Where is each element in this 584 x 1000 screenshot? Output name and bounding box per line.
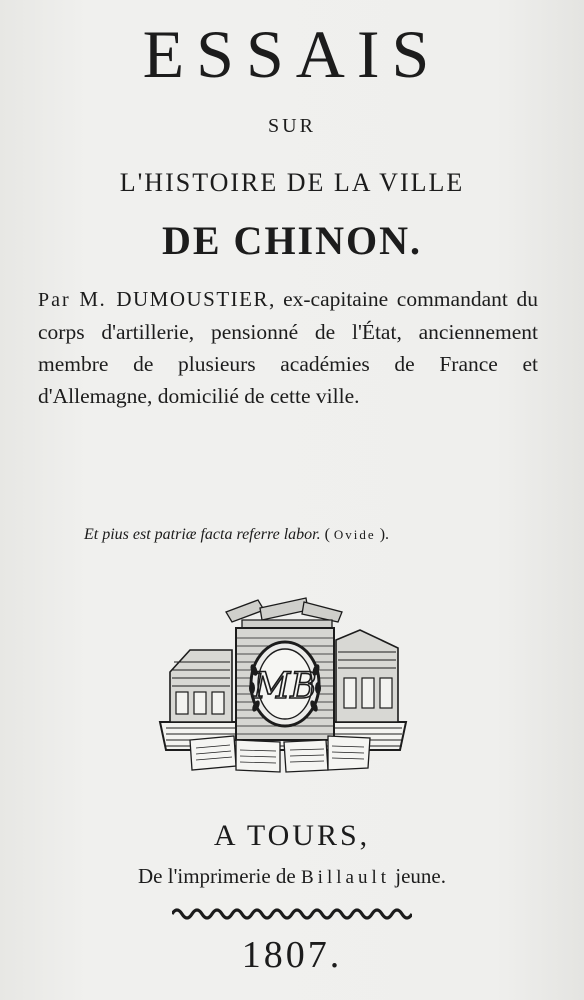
- imprint-city: A TOURS,: [213, 819, 371, 852]
- epigraph-quote: Et pius est patriæ facta referre labor.: [84, 526, 321, 543]
- author-lead: Par: [38, 289, 71, 311]
- imprint-suffix: jeune.: [390, 864, 446, 888]
- imprint-printer-name: Billault: [301, 867, 390, 888]
- title-preposition: SUR: [268, 115, 316, 137]
- epigraph-poet: Ovide: [333, 527, 376, 542]
- book-title: ESSAIS: [142, 16, 442, 92]
- book-place-name: DE CHINON.: [161, 218, 423, 263]
- printer-device-vignette-icon: [156, 590, 410, 782]
- imprint-printer-line: [0, 862, 584, 892]
- epigraph-open-paren: (: [320, 526, 334, 543]
- vignette-monogram: MB: [253, 666, 317, 707]
- author-description: , ex-capitaine commandant du corps d'artillerie, pensionné de l'État, anciennement membre de plusieurs académies de France et d'Allemagne, domicilié de cette ville.: [38, 287, 539, 408]
- epigraph: [84, 524, 544, 546]
- imprint-prefix: De l'imprimerie de: [138, 864, 301, 888]
- publication-year: 1807.: [241, 934, 343, 976]
- author-statement: [38, 283, 538, 412]
- epigraph-close-paren: ).: [375, 526, 390, 543]
- wave-rule-icon: [172, 904, 412, 924]
- author-name: M. DUMOUSTIER: [79, 287, 270, 311]
- book-subtitle: L'HISTOIRE DE LA VILLE: [119, 168, 465, 197]
